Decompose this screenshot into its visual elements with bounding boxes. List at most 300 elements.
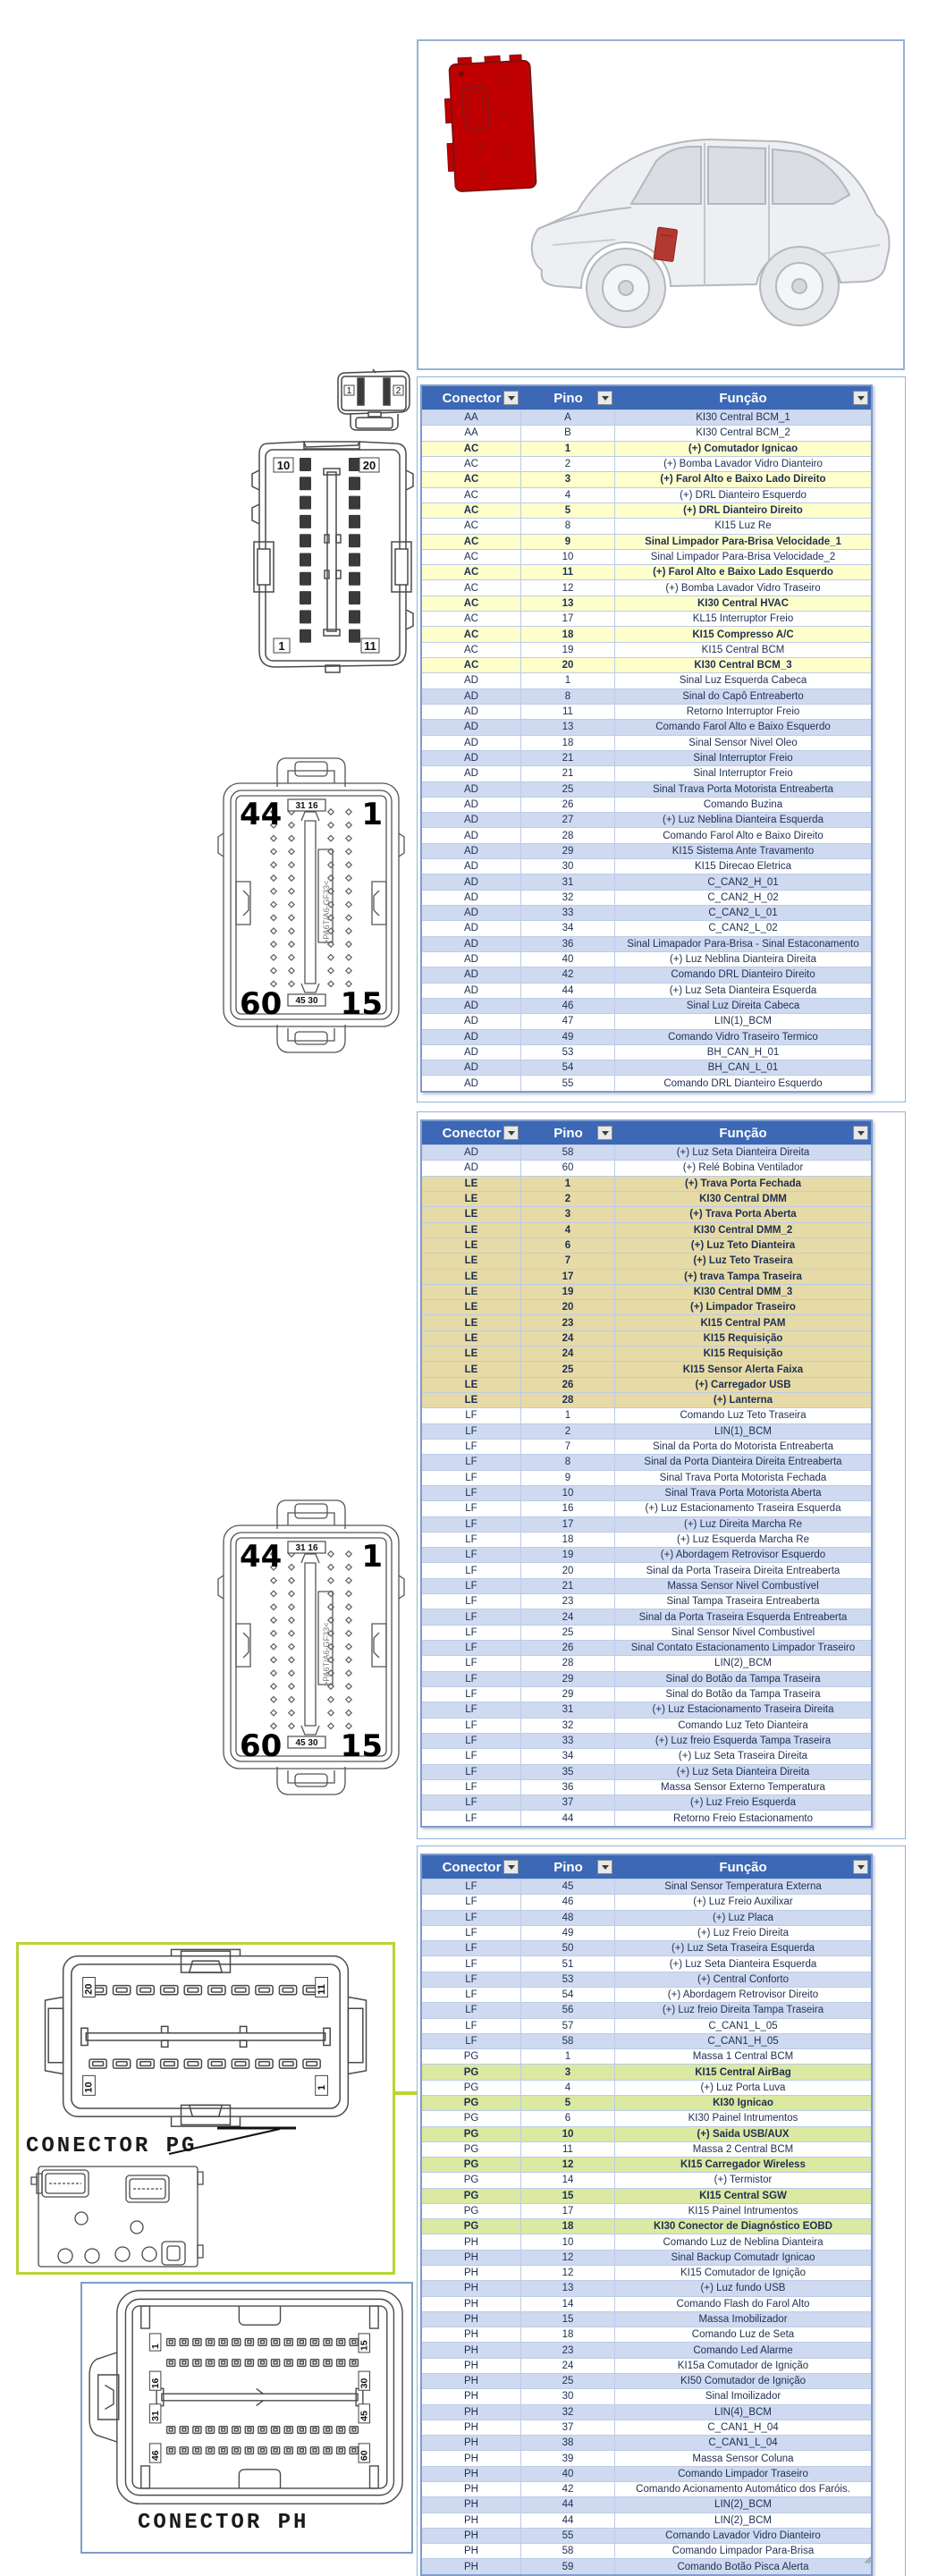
- table-row: [422, 2481, 871, 2496]
- conector-cell: PH: [422, 2359, 521, 2373]
- table-row: [422, 890, 871, 905]
- funcao-cell: (+) DRL Dianteiro Direito: [683, 505, 803, 517]
- funcao-cell: C_CAN1_L_05: [708, 2020, 778, 2031]
- funcao-cell: Sinal da Porta Traseira Direita Entreaberta: [646, 1565, 840, 1576]
- funcao-cell: C_CAN2_L_02: [708, 923, 778, 934]
- pino-cell: 51: [521, 1956, 615, 1971]
- pino-cell: 47: [521, 1014, 615, 1028]
- conector-cell: PG: [422, 2127, 521, 2141]
- pino-cell: 18: [521, 2219, 615, 2234]
- table-row: [422, 1748, 871, 1763]
- table2-picture: [417, 1111, 906, 1839]
- connector-pg-caption: CONECTOR PG: [26, 2134, 198, 2158]
- table-row: [422, 1029, 871, 1044]
- funcao-cell: (+) Termistor: [714, 2175, 773, 2186]
- funcao-cell: C_CAN2_L_01: [708, 908, 778, 919]
- column-header-função: Função: [615, 1855, 871, 1879]
- conector-cell: LE: [422, 1315, 521, 1330]
- filter-dropdown-button[interactable]: [853, 1860, 868, 1874]
- funcao-cell: KI15 Central PAM: [700, 1317, 786, 1329]
- funcao-cell: Massa Sensor Externo Temperatura: [661, 1781, 825, 1793]
- table-row: [422, 2064, 871, 2079]
- conector-cell: LF: [422, 1517, 521, 1532]
- funcao-cell: C_CAN1_H_04: [707, 2421, 779, 2433]
- conector-cell: PH: [422, 2343, 521, 2357]
- conector-cell: PG: [422, 2049, 521, 2064]
- table-row: [422, 2018, 871, 2033]
- corner-pin-number: 44: [240, 1539, 283, 1575]
- table-row: [422, 2513, 871, 2528]
- table-row: [422, 503, 871, 518]
- filter-dropdown-button[interactable]: [853, 391, 868, 405]
- conector-cell: AA: [422, 426, 521, 440]
- pino-cell: 9: [521, 535, 615, 549]
- pino-cell: 26: [521, 798, 615, 812]
- table-row: [422, 595, 871, 611]
- conector-cell: LF: [422, 1956, 521, 1971]
- funcao-cell: KI30 Central DMM: [699, 1194, 787, 1205]
- pino-cell: 3: [521, 2065, 615, 2079]
- connector-ac-drawing: [250, 435, 415, 678]
- pino-cell: 40: [521, 952, 615, 967]
- table-row: [422, 2126, 871, 2141]
- table-row: [422, 1392, 871, 1407]
- table-row: [422, 858, 871, 874]
- conector-cell: LE: [422, 1300, 521, 1314]
- pino-cell: 32: [521, 891, 615, 905]
- connector-pg-frame: [16, 1942, 395, 2275]
- funcao-cell: Comando DRL Dianteiro Direito: [671, 969, 815, 981]
- table-row: [422, 719, 871, 734]
- funcao-cell: (+) Luz Estacionamento Traseira Direita: [652, 1704, 834, 1716]
- conector-cell: PH: [422, 2405, 521, 2420]
- pino-cell: 1: [521, 673, 615, 688]
- pg-label-1: 1: [316, 2084, 327, 2090]
- funcao-cell: Comando Luz Teto Traseira: [680, 1410, 807, 1422]
- pino-cell: 28: [521, 828, 615, 842]
- conector-cell: PH: [422, 2251, 521, 2265]
- conector-cell: AD: [422, 813, 521, 827]
- pino-cell: 50: [521, 1941, 615, 1955]
- table-row: [422, 534, 871, 549]
- funcao-cell: Sinal da Porta Dianteira Direita Entreaberta: [644, 1457, 842, 1468]
- pino-cell: 1: [521, 2049, 615, 2064]
- funcao-cell: Sinal Limpador Para-Brisa Velocidade_2: [650, 551, 836, 562]
- chevron-down-icon: [602, 1865, 609, 1873]
- conector-cell: AD: [422, 798, 521, 812]
- pino-cell: 58: [521, 2544, 615, 2558]
- funcao-cell: KI15a Comutador de Ignição: [677, 2360, 809, 2371]
- pino-cell: A: [521, 410, 615, 425]
- table-row: [422, 2002, 871, 2017]
- part-code-label: >PA6T/A6-GF33<: [322, 1622, 331, 1686]
- table-row: [422, 1987, 871, 2002]
- funcao-cell: KI15 Sistema Ante Travamento: [671, 845, 815, 857]
- pino-cell: 20: [521, 1563, 615, 1577]
- table-row: [422, 2450, 871, 2465]
- corner-pin-number: 1: [361, 797, 383, 832]
- chevron-down-icon: [508, 1131, 515, 1139]
- pino-cell: 55: [521, 1076, 615, 1090]
- funcao-cell: KI15 Direcao Eletrica: [694, 861, 792, 873]
- table-row: [422, 487, 871, 503]
- pino-cell: 57: [521, 2019, 615, 2033]
- funcao-cell: Comando Farol Alto e Baixo Direito: [663, 830, 824, 841]
- table-row: [422, 1407, 871, 1423]
- pino-cell: 58: [521, 2034, 615, 2048]
- conector-cell: PH: [422, 2281, 521, 2295]
- pino-cell: 44: [521, 984, 615, 998]
- pino-cell: 34: [521, 1749, 615, 1763]
- conector-cell: LF: [422, 1795, 521, 1810]
- pino-cell: 39: [521, 2451, 615, 2465]
- conector-cell: PG: [422, 2219, 521, 2234]
- conector-cell: AD: [422, 999, 521, 1013]
- conector-cell: PH: [422, 2266, 521, 2280]
- conector-cell: LF: [422, 1609, 521, 1624]
- table-row: [422, 626, 871, 641]
- pino-cell: 3: [521, 1207, 615, 1221]
- conector-cell: PH: [422, 2467, 521, 2481]
- table-row: [422, 1972, 871, 1987]
- funcao-cell: (+) Luz Seta Dianteira Direita: [676, 1766, 810, 1778]
- funcao-cell: Sinal Luz Direita Cabeca: [686, 1001, 800, 1012]
- conector-cell: AD: [422, 1030, 521, 1044]
- pino-cell: B: [521, 426, 615, 440]
- funcao-cell: Comando Led Alarme: [693, 2344, 793, 2356]
- conector-cell: AD: [422, 766, 521, 781]
- table-row: [422, 2358, 871, 2373]
- pino-cell: 19: [521, 1285, 615, 1299]
- table-row: [422, 1299, 871, 1314]
- conector-cell: PH: [422, 2327, 521, 2342]
- funcao-cell: (+) Luz Teto Dianteira: [690, 1240, 796, 1252]
- table-row: [422, 2327, 871, 2342]
- conector-cell: LE: [422, 1270, 521, 1284]
- conector-cell: LE: [422, 1254, 521, 1268]
- funcao-cell: KI15 Requisição: [703, 1332, 783, 1344]
- pino-cell: 10: [521, 550, 615, 564]
- conector-cell: AD: [422, 736, 521, 750]
- conector-cell: AD: [422, 828, 521, 842]
- conector-cell: LF: [422, 1911, 521, 1925]
- table-row: [422, 2311, 871, 2327]
- conector-cell: PH: [422, 2482, 521, 2496]
- pino-cell: 17: [521, 612, 615, 626]
- column-header-conector: Conector: [422, 386, 521, 410]
- table-row: [422, 2420, 871, 2435]
- filter-dropdown-button[interactable]: [597, 391, 612, 405]
- column-header-pino: Pino: [521, 386, 615, 410]
- conector-cell: PH: [422, 2420, 521, 2435]
- funcao-cell: LIN(2)_BCM: [714, 2514, 772, 2526]
- table-row: [422, 564, 871, 579]
- pino-cell: 23: [521, 1594, 615, 1609]
- table-row: [422, 688, 871, 704]
- corner-pin-number: 15: [340, 986, 383, 1022]
- pino-cell: 5: [521, 503, 615, 518]
- pinout-table-3: [420, 1854, 873, 2576]
- table-row: [422, 2404, 871, 2420]
- funcao-cell: KI15 Central SGW: [699, 2190, 787, 2201]
- funcao-cell: KI50 Comutador de Ignição: [680, 2376, 806, 2387]
- funcao-cell: Massa 2 Central BCM: [692, 2143, 794, 2155]
- key-label-top: 31 16: [295, 801, 318, 811]
- conector-cell: PH: [422, 2312, 521, 2327]
- table-row: [422, 827, 871, 842]
- pino-cell: 31: [521, 1702, 615, 1717]
- table-row: [422, 2466, 871, 2481]
- pino-cell: 42: [521, 2482, 615, 2496]
- funcao-cell: Sinal Luz Esquerda Cabeca: [679, 675, 807, 687]
- pino-cell: 8: [521, 519, 615, 533]
- conector-cell: AC: [422, 535, 521, 549]
- pino-cell: 46: [521, 999, 615, 1013]
- chevron-down-icon: [602, 396, 609, 404]
- pino-cell: 7: [521, 1254, 615, 1268]
- funcao-cell: Sinal da Porta do Motorista Entreaberta: [652, 1441, 833, 1453]
- pino-cell: 25: [521, 2374, 615, 2388]
- pino-cell: 10: [521, 2234, 615, 2249]
- pino-cell: 10: [521, 1486, 615, 1500]
- funcao-cell: (+) Luz Seta Dianteira Direita: [676, 1147, 810, 1159]
- conector-cell: LE: [422, 1378, 521, 1392]
- funcao-cell: Comando Luz de Neblina Dianteira: [663, 2236, 824, 2248]
- table-row: [422, 2296, 871, 2311]
- pino-cell: 17: [521, 2204, 615, 2218]
- pino-cell: 21: [521, 751, 615, 765]
- car-silhouette: [532, 139, 890, 327]
- table-row: [422, 1377, 871, 1392]
- pino-cell: 38: [521, 2436, 615, 2450]
- conector-cell: PG: [422, 2111, 521, 2125]
- pino-cell: 60: [521, 1161, 615, 1175]
- conector-cell: PG: [422, 2173, 521, 2187]
- funcao-cell: (+) Luz Estacionamento Traseira Esquerda: [645, 1503, 841, 1515]
- funcao-cell: KI15 Central BCM: [701, 644, 785, 655]
- ac-label-1: 1: [278, 639, 285, 653]
- pino-cell: 17: [521, 1270, 615, 1284]
- conector-cell: AD: [422, 984, 521, 998]
- pino-cell: 16: [521, 1501, 615, 1516]
- table-row: [422, 967, 871, 982]
- conector-cell: LF: [422, 1719, 521, 1733]
- conector-cell: LF: [422, 1765, 521, 1779]
- table-row: [422, 874, 871, 889]
- table-row: [422, 1671, 871, 1686]
- funcao-cell: KI15 Sensor Alerta Faixa: [682, 1364, 804, 1375]
- key-label-top: 31 16: [295, 1543, 318, 1553]
- pino-cell: 5: [521, 2096, 615, 2110]
- conector-cell: AD: [422, 937, 521, 951]
- funcao-cell: Sinal Interruptor Freio: [693, 753, 793, 764]
- ph-label-1: 1: [150, 2344, 161, 2350]
- funcao-cell: (+) Luz Esquerda Marcha Re: [677, 1533, 809, 1545]
- funcao-cell: LIN(2)_BCM: [714, 1658, 772, 1669]
- table-row: [422, 920, 871, 935]
- conector-cell: LF: [422, 1579, 521, 1593]
- funcao-cell: (+) Bomba Lavador Vidro Traseiro: [665, 582, 821, 594]
- funcao-cell: Massa 1 Central BCM: [692, 2051, 794, 2063]
- conector-cell: AD: [422, 844, 521, 858]
- conector-cell: LF: [422, 1641, 521, 1655]
- funcao-cell: Comando Limpador Para-Brisa: [671, 2546, 815, 2557]
- funcao-cell: (+) Central Conforto: [697, 1973, 789, 1985]
- conector-cell: PG: [422, 2158, 521, 2172]
- pino-cell: 24: [521, 1347, 615, 1361]
- conector-cell: AD: [422, 891, 521, 905]
- conector-cell: AD: [422, 1076, 521, 1090]
- pino-cell: 6: [521, 1238, 615, 1253]
- conector-cell: LF: [422, 1734, 521, 1748]
- funcao-cell: C_CAN2_H_01: [707, 876, 779, 888]
- ph-label-45: 45: [359, 2411, 370, 2421]
- pino-cell: 2: [521, 457, 615, 471]
- table-row: [422, 2141, 871, 2157]
- table1-picture: [417, 376, 906, 1102]
- funcao-cell: (+) Luz Seta Dianteira Esquerda: [669, 984, 817, 996]
- pino-cell: 20: [521, 1300, 615, 1314]
- funcao-cell: LIN(2)_BCM: [714, 2499, 772, 2511]
- conector-cell: AD: [422, 1060, 521, 1075]
- table-row: [422, 983, 871, 998]
- pino-cell: 17: [521, 1517, 615, 1532]
- pino-cell: 4: [521, 488, 615, 503]
- funcao-cell: Sinal do Botão da Tampa Traseira: [665, 1673, 821, 1685]
- filter-dropdown-button[interactable]: [597, 1860, 612, 1874]
- pino-cell: 18: [521, 736, 615, 750]
- table-row: [422, 1655, 871, 1670]
- conector-cell: PG: [422, 2081, 521, 2095]
- table-row: [422, 1206, 871, 1221]
- table-row: [422, 704, 871, 719]
- funcao-cell: Massa Imobilizador: [698, 2314, 788, 2326]
- pino-cell: 44: [521, 2497, 615, 2512]
- pino-cell: 18: [521, 2327, 615, 2342]
- table-row: [422, 2496, 871, 2512]
- column-header-pino: Pino: [521, 1121, 615, 1144]
- table-row: [422, 2157, 871, 2172]
- funcao-cell: (+) Relé Bobina Ventilador: [682, 1162, 804, 1174]
- pino-cell: 31: [521, 874, 615, 889]
- table-row: [422, 1547, 871, 1562]
- funcao-cell: LIN(1)_BCM: [714, 1016, 772, 1027]
- conector-cell: LF: [422, 2003, 521, 2017]
- pino-cell: 6: [521, 2111, 615, 2125]
- funcao-cell: (+) Luz Placa: [712, 1912, 774, 1923]
- pino-cell: 2: [521, 1192, 615, 1206]
- conector-cell: LF: [422, 1702, 521, 1717]
- conector-cell: PG: [422, 2142, 521, 2157]
- pino-cell: 29: [521, 1672, 615, 1686]
- pino-cell: 29: [521, 1687, 615, 1702]
- funcao-cell: Massa Sensor Coluna: [692, 2453, 794, 2464]
- conector-cell: AC: [422, 627, 521, 641]
- ph-label-15: 15: [359, 2340, 370, 2352]
- filter-dropdown-button[interactable]: [503, 1860, 519, 1874]
- connector-ph-caption: CONECTOR PH: [138, 2511, 309, 2535]
- funcao-cell: C_CAN2_H_02: [707, 891, 779, 903]
- pino-cell: 54: [521, 1988, 615, 2002]
- conector-cell: PH: [422, 2513, 521, 2528]
- conector-cell: PH: [422, 2497, 521, 2512]
- filter-dropdown-button[interactable]: [853, 1126, 868, 1140]
- table-row: [422, 765, 871, 781]
- pino-cell: 1: [521, 442, 615, 456]
- pino-cell: 23: [521, 2343, 615, 2357]
- table-row: [422, 1733, 871, 1748]
- filter-dropdown-button[interactable]: [503, 1126, 519, 1140]
- pino-cell: 35: [521, 1765, 615, 1779]
- funcao-cell: Sinal Sensor Temperatura Externa: [664, 1881, 822, 1893]
- funcao-cell: Sinal Trava Porta Motorista Entreaberta: [653, 783, 833, 795]
- funcao-cell: Sinal Trava Porta Motorista Aberta: [664, 1488, 822, 1499]
- pino-cell: 48: [521, 1911, 615, 1925]
- conector-cell: AD: [422, 1161, 521, 1175]
- pino-cell: 4: [521, 1223, 615, 1237]
- conector-cell: AC: [422, 658, 521, 672]
- pino-cell: 20: [521, 658, 615, 672]
- filter-dropdown-button[interactable]: [503, 391, 519, 405]
- column-header-conector: Conector: [422, 1121, 521, 1144]
- conector-cell: PH: [422, 2436, 521, 2450]
- table-row: [422, 1578, 871, 1593]
- table-row: [422, 1439, 871, 1454]
- table-row: [422, 2388, 871, 2403]
- funcao-cell: Comando Limpador Traseiro: [678, 2468, 808, 2479]
- conector-cell: LF: [422, 1687, 521, 1702]
- conector-cell: AC: [422, 503, 521, 518]
- pino-cell: 26: [521, 1641, 615, 1655]
- pino-cell: 45: [521, 1879, 615, 1894]
- pino-cell: 28: [521, 1393, 615, 1407]
- table-row: [422, 1940, 871, 1955]
- chevron-down-icon: [508, 1865, 515, 1873]
- pino-cell: 40: [521, 2467, 615, 2481]
- pino-cell: 29: [521, 844, 615, 858]
- pg-pin-grid: [89, 1986, 320, 2069]
- table-row: [422, 1562, 871, 1577]
- ph-pin-grid: [167, 2339, 359, 2454]
- conector-cell: AC: [422, 550, 521, 564]
- table-row: [422, 936, 871, 951]
- vehicle-figure-box: [417, 39, 905, 370]
- chevron-down-icon: [508, 396, 515, 404]
- column-header-pino: Pino: [521, 1855, 615, 1879]
- funcao-cell: Sinal Sensor Nivel Oleo: [688, 737, 798, 748]
- pino-cell: 12: [521, 580, 615, 595]
- pino-cell: 56: [521, 2003, 615, 2017]
- conector-cell: AD: [422, 751, 521, 765]
- funcao-cell: KI15 Comutador de Ignição: [680, 2268, 806, 2279]
- conector-cell: PH: [422, 2529, 521, 2543]
- funcao-cell: Sinal Sensor Nivel Combustivel: [671, 1626, 815, 1638]
- pino-cell: 19: [521, 643, 615, 657]
- filter-dropdown-button[interactable]: [597, 1126, 612, 1140]
- table-row: [422, 1269, 871, 1284]
- pino-cell: 8: [521, 1455, 615, 1469]
- table-row: [422, 2265, 871, 2280]
- table-resize-handle[interactable]: [864, 2555, 872, 2563]
- table-row: [422, 657, 871, 672]
- conector-cell: AC: [422, 643, 521, 657]
- table-row: [422, 579, 871, 595]
- conector-cell: AA: [422, 410, 521, 425]
- pino-cell: 36: [521, 937, 615, 951]
- pino-cell: 25: [521, 1362, 615, 1376]
- conector-cell: LE: [422, 1192, 521, 1206]
- conector-cell: LF: [422, 1988, 521, 2002]
